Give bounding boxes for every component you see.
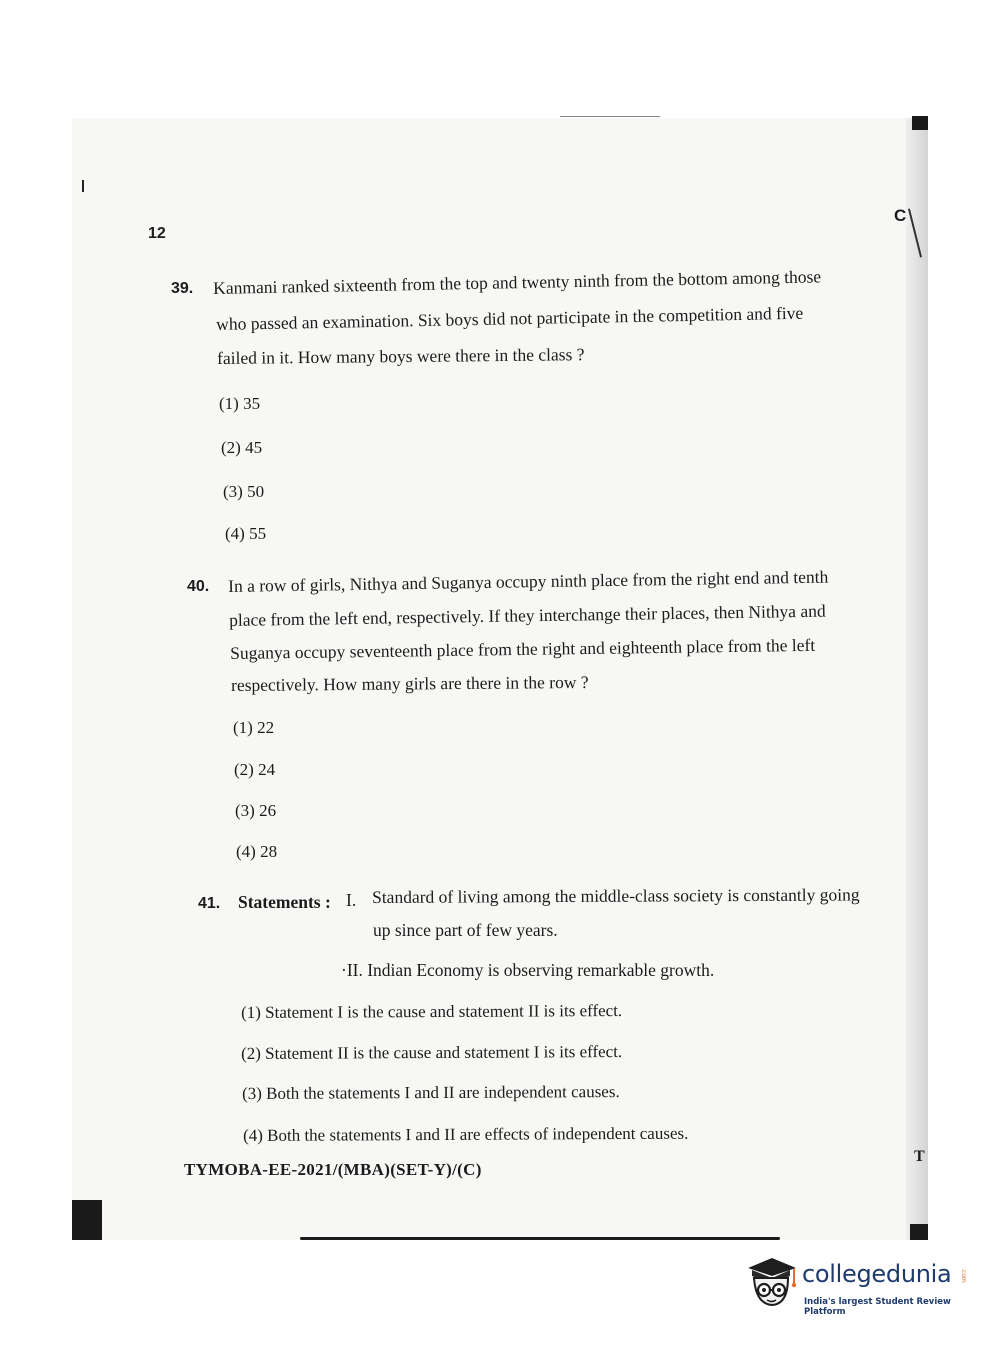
answer-option: (1) Statement I is the cause and statement II is its effect. xyxy=(241,1001,623,1022)
answer-option: (2) 45 xyxy=(221,438,263,457)
corner-mark xyxy=(910,1224,928,1240)
logo-domain-suffix: .com xyxy=(960,1268,967,1283)
page-edge-shadow xyxy=(906,118,928,1240)
answer-option: (3) 50 xyxy=(223,482,265,501)
answer-option: (4) Both the statements I and II are effects of independent causes. xyxy=(243,1123,689,1145)
question-number: 41. xyxy=(198,895,221,912)
question-number: 39. xyxy=(171,280,194,297)
statements-label: Statements : xyxy=(238,892,331,912)
question-number: 40. xyxy=(187,578,210,595)
collegedunia-logo[interactable] xyxy=(742,1252,968,1317)
answer-option: (4) 28 xyxy=(236,842,278,861)
statement-text: Standard of living among the middle-class society is constantly going xyxy=(372,884,860,907)
scan-line xyxy=(300,1237,780,1240)
margin-mark xyxy=(82,180,84,192)
corner-mark xyxy=(72,1200,102,1240)
edge-letter: T xyxy=(914,1148,925,1165)
question-text-line: respectively. How many girls are there in the row ? xyxy=(231,671,589,695)
statement-text: ·II. Indian Economy is observing remarkable growth. xyxy=(341,960,715,980)
page-number: 12 xyxy=(148,225,166,242)
question-text-line: failed in it. How many boys were there in the class ? xyxy=(217,344,585,368)
answer-option: (3) 26 xyxy=(235,801,277,820)
paper-code: TYMOBA-EE-2021/(MBA)(SET-Y)/(C) xyxy=(184,1160,482,1179)
answer-option: (1) 35 xyxy=(219,394,261,413)
question-text-line: In a row of girls, Nithya and Suganya occupy ninth place from the right end and tenth xyxy=(228,566,829,596)
set-letter: C xyxy=(894,206,907,225)
statement-number: I. xyxy=(346,890,357,910)
logo-tagline: India's largest Student Review Platform xyxy=(804,1297,951,1317)
answer-option: (2) Statement II is the cause and statement I is its effect. xyxy=(241,1042,623,1063)
answer-option: (2) 24 xyxy=(234,760,276,779)
question-text-line: who passed an examination. Six boys did not participate in the competition and five xyxy=(216,302,804,334)
scan-line xyxy=(560,116,660,117)
statement-text: up since part of few years. xyxy=(373,920,558,940)
student-mascot-icon xyxy=(742,1254,798,1308)
answer-option: (1) 22 xyxy=(233,718,275,737)
corner-mark xyxy=(912,116,928,130)
question-text-line: Kanmani ranked sixteenth from the top and twenty ninth from the bottom among those xyxy=(213,266,822,298)
question-text-line: place from the left end, respectively. If they interchange their places, then Nithya and xyxy=(229,600,826,630)
answer-option: (4) 55 xyxy=(225,524,267,543)
logo-wordmark: collegedunia xyxy=(802,1260,952,1288)
answer-option: (3) Both the statements I and II are independent causes. xyxy=(242,1082,620,1103)
question-text-line: Suganya occupy seventeenth place from the right and eighteenth place from the left xyxy=(230,634,816,663)
